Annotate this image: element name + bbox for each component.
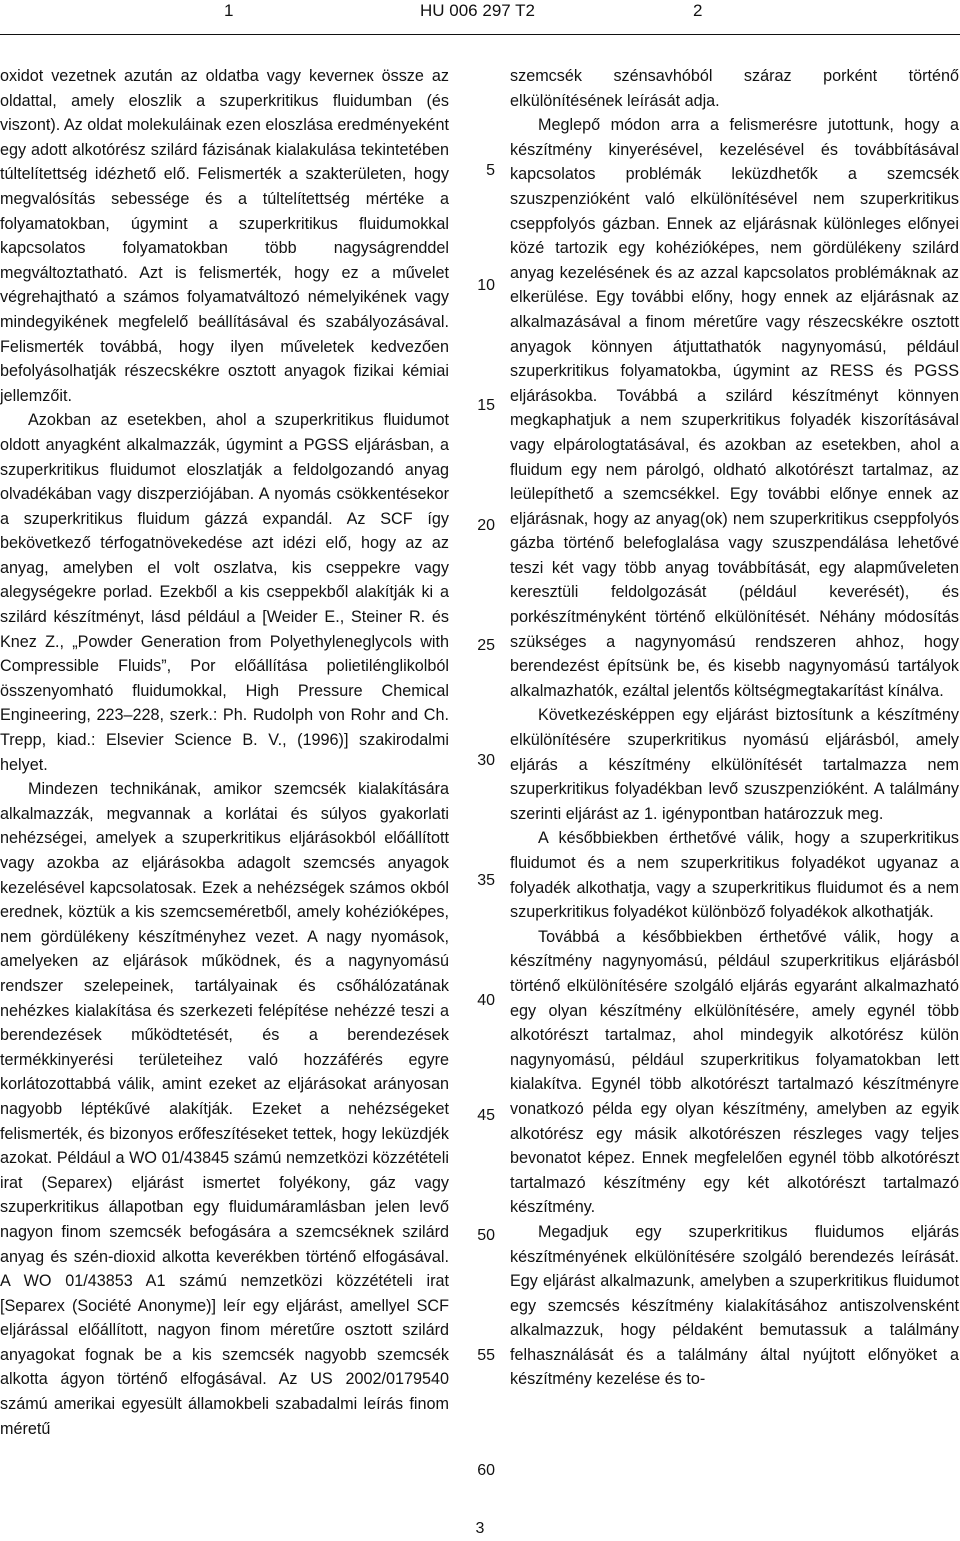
paragraph: Továbbá a későbbiekben érthetővé válik, hogy a készítmény nagynyomású, például szuperkritikus eljárásból történő elkülönítésére szolgáló eljárás egyaránt alkalmazható egy olyan készítmény elkülönítésére, amely egynél több alkotórészt tartalmaz, ahol mindegyik alkotórész külön nagynyomású, például szuperkritikus folyamatokban lett kialakítva. Egynél több alkotórészt tartalmazó készítményre vonatkozó példa egy olyan készítmény, amelyben az egyik alkotórész egy másik alkotórészen részleges vagy teljes bevonatot képez. Ennek megfelelően egynél több alkotórészt tartalmazó készítmény egy két alkotórészt tartalmazó készítmény.	[510, 927, 959, 1217]
line-number: 30	[477, 752, 495, 769]
paragraph: oxidot vezetnek azután az oldatba vagy keverneк össze az oldattal, amely eloszlik a szuperkritikus fluidumban (és viszont). Az oldat molekuláinak ezen eloszlása eredményeként egy adott alkotórész szilárd fázisának kialakulása tekintetében túltelítettség idézhető elő. Felismerték a szakterületen, hogy megvalósítás sebessége és a túltelítettség mértéke a folyamatokban, úgymint a szuperkritikus fluidumokkal kapcsolatos folyamatokban több nagyságrenddel megváltoztatható. Azt is felismerték, hogy ez a művelet végrehajtható a számos folyamatváltozó némelyikének vagy mindegyikének megfelelő beállításával és szabályozásával. Felismerték továbbá, hogy ilyen műveletek kedvezően befolyásolhatják részecskékre osztott anyagok fizikai kémiai jellemzőit.	[0, 67, 449, 405]
line-number: 60	[477, 1462, 495, 1479]
line-number: 50	[477, 1227, 495, 1244]
line-number: 20	[477, 517, 495, 534]
line-number: 10	[477, 277, 495, 294]
line-number: 45	[477, 1107, 495, 1124]
header-rule	[0, 34, 960, 35]
line-number: 25	[477, 637, 495, 654]
right-column	[510, 64, 959, 1392]
line-number: 55	[477, 1347, 495, 1364]
right-page-number: 2	[693, 1, 703, 20]
paragraph: Mindezen technikának, amikor szemcsék kialakítására alkalmazzák, megvannak a korlátai és súlyos gyakorlati nehézségei, amelyek a szuperkritikus eljárásokból előállított vagy azokba az eljárásokba adagolt szemcsés anyagok kezelésével kapcsolatosak. Ezek a nehézségek számos okból erednek, köztük a kis szemcseméretből, amely kohézióképes, nem gördülékeny készítményhez vezet. A nagy nyomások, amelyeken az eljárások működnek, és a nagynyomású rendszer szelepeinek, tartályainak és csőhálózatának nehézkes kialakítása és szerkezeti felépítése nehézzé teszi a berendezések működtetését, és a berendezések termékkinyerési területeihez való hozzáférés egyre korlátozottabbá válik, amint ezeket az eljárásokat arányosan nagyobb léptékűvé alakítják. Ezeket a nehézségeket felismerték, és bizonyos erőfeszítéseket tettek, hogy leküzdjék azokat. Például a WO 01/43845 számú nemzetközi közzétételi irat (Separex) eljárást ismertet folyékony, gáz vagy szuperkritikus állapotban egy fluidumáramlásban jelen levő nagyon finom szemcsék befogására a szemcséknek szilárd anyag és szén-dioxid alkotta keverékben történő elfogásával. A WO 01/43853 A1 számú nemzetközi közzétételi irat [Separex (Société Anonyme)] leír egy eljárást, amellyel SCF eljárással előállított, nagyon finom méretűre osztott szilárd anyagokat fognak be a kis szemcsék nagyobb szemcsék alkotta ágyon történő elfogásával. Az US 2002/0179540 számú amerikai egyesült államokbeli szabadalmi leírás finom méretű	[0, 780, 449, 1438]
footer-page-number: 3	[475, 1520, 485, 1537]
paragraph: szemcsék szénsavhóból száraz porként történő elkülönítésének leírását adja.	[510, 67, 959, 110]
patent-number: HU 006 297 T2	[420, 1, 535, 20]
paragraph: Következésképpen egy eljárást biztosítunk a készítmény elkülönítésére szuperkritikus nyomású eljárásból, amely eljárás a készítmény elkülönítését tartalmazza nem szuperkritikus folyadékban levő szuszpenzióként. A találmány szerinti eljárást az 1. igénypontban határozzuk meg.	[510, 706, 959, 823]
paragraph: A későbbiekben érthetővé válik, hogy a szuperkritikus fluidumot és a nem szuperkritikus folyadékot ugyanaz a folyadék alkothatja, vagy a szuperkritikus fluidumot és a nem szuperkritikus folyadékot különböző folyadékok alkothatják.	[510, 829, 959, 922]
paragraph: Azokban az esetekben, ahol a szuperkritikus fluidumot oldott anyagként alkalmazzák, úgymint a PGSS eljárásban, a szuperkritikus fluidumot eloszlatják a feldolgozandó anyag olvadékában vagy diszperziójában. A nyomás csökkentésekor a szuperkritikus fluidum gázzá expandál. Az SCF így bekövetkező térfogatnövekedése azt idézi elő, hogy az az anyag, amelyben el volt oszlatva, kis cseppekre vagy alegységekre porlad. Ezekből a kis cseppekből alakítják ki a szilárd készítményt, lásd például a [Weider E., Steiner R. és Knez Z., „Powder Generation from Polyethyleneglycols with Compressible Fluids”, Por előállítása polietilénglikolból összenyomható fluidumokkal, High Pressure Chemical Engineering, 223–228, szerk.: Ph. Rudolph von Rohr and Ch. Trepp, kiad.: Elsevier Science B. V., (1996)] szakirodalmi helyet.	[0, 411, 449, 774]
line-number: 5	[486, 162, 495, 179]
line-number: 35	[477, 872, 495, 889]
paragraph: Megadjuk egy szuperkritikus fluidumos eljárás készítményének elkülönítésére szolgáló berendezés leírását. Egy eljárást alkalmazunk, amelyben a szuperkritikus fluidumot egy szemcsés készítmény kialakításához antiszolvensként alkalmazzuk, hogy példaként bemutassuk a találmány felhasználását és a találmány által nyújtott előnyöket a készítmény kezelése és to-	[510, 1222, 959, 1389]
left-page-number: 1	[224, 1, 234, 20]
line-number: 15	[477, 397, 495, 414]
line-number: 40	[477, 992, 495, 1009]
left-column	[0, 64, 449, 1441]
paragraph: Meglepő módon arra a felismerésre jutottunk, hogy a készítmény kinyerésével, kezelésével és továbbításával kapcsolatos problémák leküzdhetők a szemcsék szuszpenzióként való elkülönítésével nem szuperkritikus cseppfolyós gázban. Ennek az eljárásnak különleges előnyei közé tartozik egy kohézióképes, nem gördülékeny szilárd anyag kezelésének és az azzal kapcsolatos problémáknak az elkerülése. Egy további előny, hogy ennek az eljárásnak az alkalmazásával a finom méretűre vagy részecskékre osztott anyagok könnyen átjuttathatók nagynyomású, például szuperkritikus folyamatokba, úgymint az RESS és PGSS eljárásokba. Továbbá a szilárd készítményt könnyen megkaphatjuk a nem szuperkritikus folyadék kiszorításával vagy elpárologtatásával, és azokban az esetekben, ahol a fluidum egy nem párolgó, oldható alkotórészt tartalmaz, az leülepíthető a szemcsékkel. Egy további előnye ennek az eljárásnak, hogy az anyag(ok) nem szuperkritikus cseppfolyós gázba történő belefoglalása vagy szuszpendálása lehetővé teszi két vagy több anyag továbbítását, egy alapműveleten keresztüli feldolgozását (például keverését), és porkészítményként történő elkülönítését. Néhány módosítás szükséges a nagynyomású rendszeren ahhoz, hogy berendezést építsünk be, és kisebb nagynyomású tartályok alkalmazhatók, ezáltal jelentős költségmegtakarítást kínálva.	[510, 116, 959, 700]
